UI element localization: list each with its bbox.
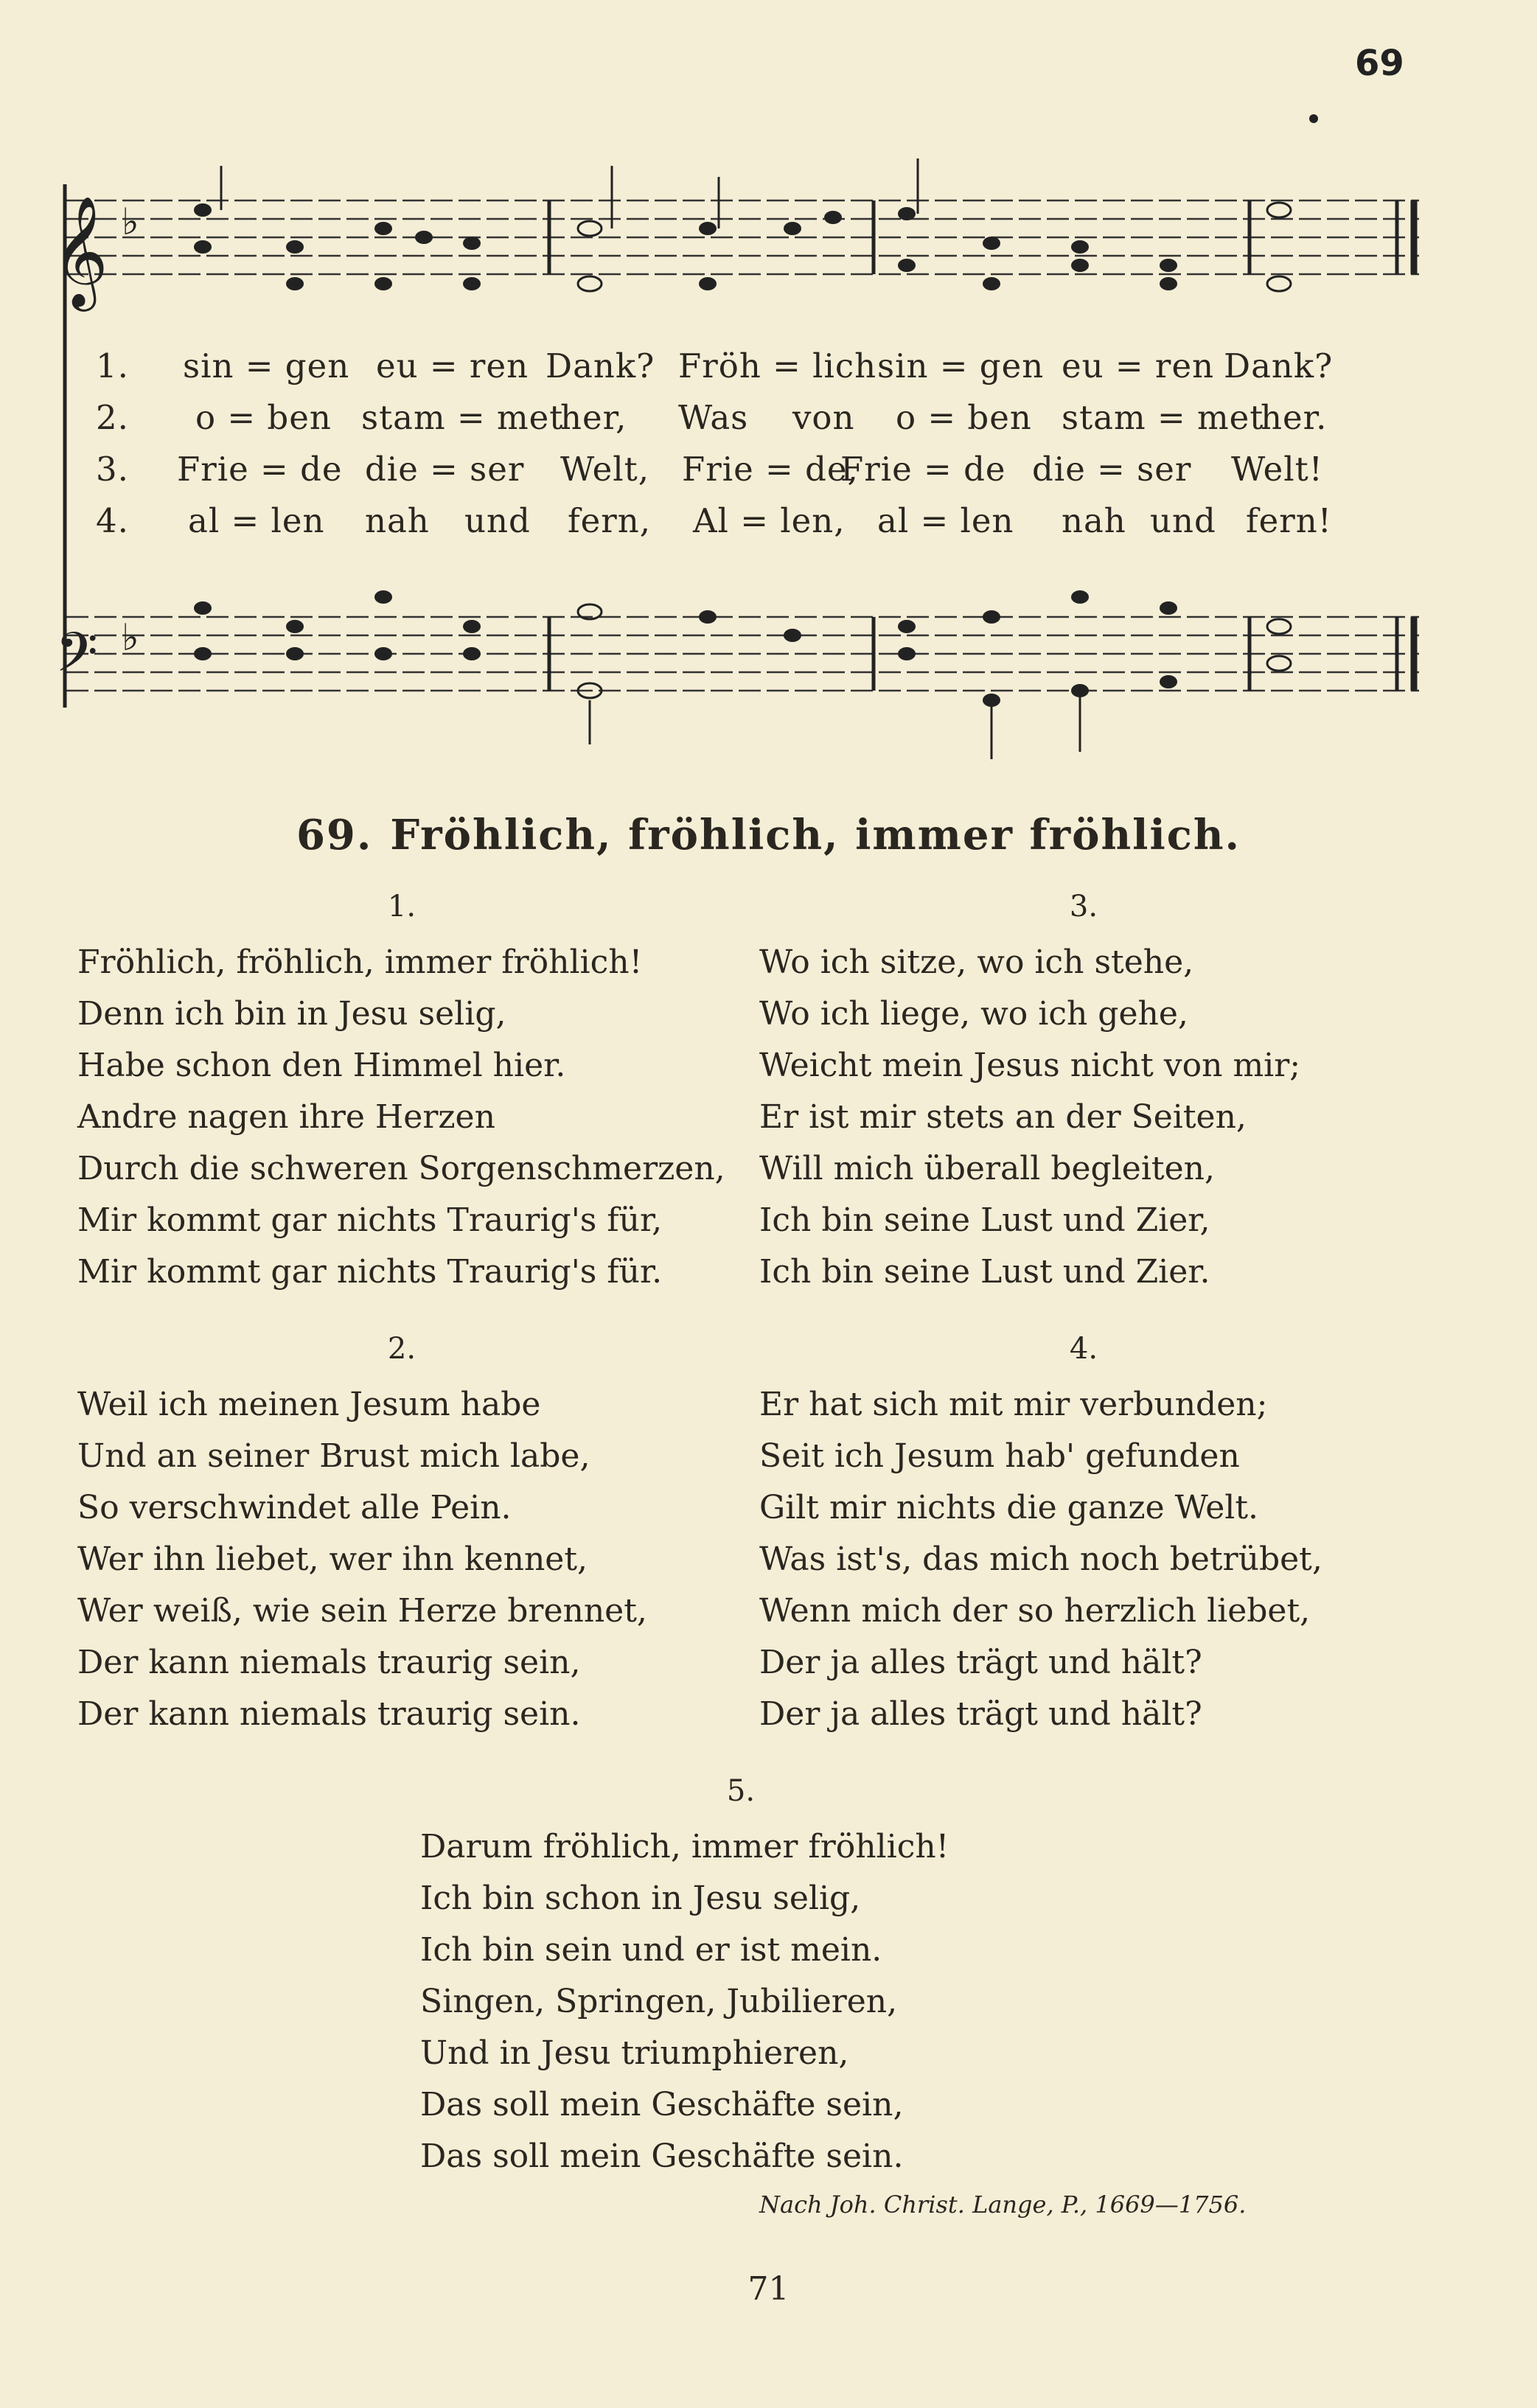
stanza-line: Will mich überall begleiten, bbox=[759, 1150, 1215, 1187]
stanza-line: Das soll mein Geschäfte sein, bbox=[420, 2086, 904, 2123]
stanza-line: Der ja alles trägt und hält? bbox=[759, 1695, 1202, 1733]
stanza-line: Der ja alles trägt und hält? bbox=[759, 1644, 1202, 1681]
stanza-line: Wer ihn liebet, wer ihn kennet, bbox=[77, 1540, 588, 1578]
lyric-word: her. bbox=[1261, 398, 1328, 437]
lyric-word: Frie = de bbox=[840, 450, 1006, 489]
stanza-5 bbox=[420, 1765, 1157, 2182]
stanza-line: Wenn mich der so herzlich liebet, bbox=[759, 1592, 1311, 1630]
lyric-word: die = ser bbox=[1032, 450, 1192, 489]
hymn-number: 69. bbox=[296, 811, 373, 859]
stanza-2 bbox=[77, 1323, 741, 1740]
stanza-line: Mir kommt gar nichts Traurig's für, bbox=[77, 1201, 663, 1239]
stanza-1 bbox=[77, 881, 741, 1298]
stanza-line: Andre nagen ihre Herzen bbox=[77, 1098, 495, 1136]
stanza-number: 2. bbox=[387, 1332, 417, 1366]
lyric-word: Frie = de, bbox=[682, 450, 859, 489]
stanza-line: Singen, Springen, Jubilieren, bbox=[420, 1983, 898, 2020]
lyric-word: al = len bbox=[188, 501, 325, 540]
lyric-word: Dank? bbox=[1224, 346, 1334, 385]
stanza-line: Weicht mein Jesus nicht von mir; bbox=[759, 1047, 1301, 1084]
stanza-number: 3. bbox=[1069, 890, 1098, 924]
stanza-line: Was ist's, das mich noch betrübet, bbox=[759, 1540, 1322, 1578]
lyric-word: die = ser bbox=[365, 450, 525, 489]
lyric-word: Welt, bbox=[560, 450, 649, 489]
hymn-title-text: Fröhlich, fröhlich, immer fröhlich. bbox=[390, 811, 1241, 859]
stanza-line: Seit ich Jesum hab' gefunden bbox=[759, 1437, 1240, 1475]
hymn-title bbox=[0, 811, 1537, 859]
lyric-word: al = len bbox=[877, 501, 1014, 540]
stanza-line: Weil ich meinen Jesum habe bbox=[77, 1386, 541, 1423]
stanza-3 bbox=[759, 881, 1423, 1298]
music-notation bbox=[0, 0, 1537, 781]
lyric-word: stam = met bbox=[361, 398, 564, 437]
svg-text:♭: ♭ bbox=[122, 200, 139, 243]
verse-number: 1. bbox=[96, 346, 129, 385]
lyric-word: und bbox=[464, 501, 531, 540]
stanza-4 bbox=[759, 1323, 1423, 1740]
stanza-line: Der kann niemals traurig sein. bbox=[77, 1695, 581, 1733]
stanza-line: Habe schon den Himmel hier. bbox=[77, 1047, 566, 1084]
lyric-word: fern! bbox=[1246, 501, 1332, 540]
verse-number: 4. bbox=[96, 501, 129, 540]
stanza-line: Denn ich bin in Jesu selig, bbox=[77, 995, 506, 1033]
stanza-line: Ich bin seine Lust und Zier, bbox=[759, 1201, 1210, 1239]
lyric-word: her, bbox=[560, 398, 627, 437]
stanza-line: Ich bin schon in Jesu selig, bbox=[420, 1880, 861, 1917]
stanza-line: Wer weiß, wie sein Herze brennet, bbox=[77, 1592, 647, 1630]
lyric-word: sin = gen bbox=[183, 346, 350, 385]
stanza-line: Er hat sich mit mir verbunden; bbox=[759, 1386, 1268, 1423]
stanza-line: Fröhlich, fröhlich, immer fröhlich! bbox=[77, 943, 643, 981]
stanza-line: So verschwindet alle Pein. bbox=[77, 1489, 512, 1526]
lyric-word: sin = gen bbox=[877, 346, 1045, 385]
lyric-word: fern, bbox=[568, 501, 652, 540]
stanza-line: Darum fröhlich, immer fröhlich! bbox=[420, 1828, 949, 1866]
stanza-line: Er ist mir stets an der Seiten, bbox=[759, 1098, 1247, 1136]
page-number-bottom: 71 bbox=[747, 2270, 790, 2308]
lyric-word: und bbox=[1150, 501, 1216, 540]
lyric-word: Al = len, bbox=[693, 501, 846, 540]
stanza-number: 1. bbox=[387, 890, 417, 924]
lyric-word: o = ben bbox=[896, 398, 1032, 437]
stanza-line: Ich bin sein und er ist mein. bbox=[420, 1931, 882, 1969]
lyric-word: Dank? bbox=[546, 346, 655, 385]
lyric-word: Welt! bbox=[1231, 450, 1323, 489]
stanza-line: Durch die schweren Sorgenschmerzen, bbox=[77, 1150, 725, 1187]
svg-text:♭: ♭ bbox=[122, 616, 139, 659]
page-number-top: 69 bbox=[1355, 43, 1404, 84]
stanza-line: Gilt mir nichts die ganze Welt. bbox=[759, 1489, 1259, 1526]
stanza-number: 4. bbox=[1069, 1332, 1098, 1366]
svg-text:𝄢: 𝄢 bbox=[55, 621, 98, 698]
attribution: Nach Joh. Christ. Lange, P., 1669—1756. bbox=[759, 2191, 1247, 2219]
lyric-word: eu = ren bbox=[376, 346, 529, 385]
lyric-word: stam = met bbox=[1062, 398, 1264, 437]
lyric-word: von bbox=[792, 398, 855, 437]
verse-number: 3. bbox=[96, 450, 129, 489]
stanza-number: 5. bbox=[726, 1774, 756, 1808]
stanza-line: Wo ich liege, wo ich gehe, bbox=[759, 995, 1188, 1033]
verse-number: 2. bbox=[96, 398, 129, 437]
stanza-line: Das soll mein Geschäfte sein. bbox=[420, 2137, 904, 2175]
stanza-line: Mir kommt gar nichts Traurig's für. bbox=[77, 1253, 663, 1291]
lyric-word: o = ben bbox=[195, 398, 332, 437]
lyric-word: eu = ren bbox=[1062, 346, 1215, 385]
svg-text:𝄞: 𝄞 bbox=[52, 195, 108, 307]
lyric-word: nah bbox=[365, 501, 430, 540]
stanza-line: Und an seiner Brust mich labe, bbox=[77, 1437, 590, 1475]
stanza-line: Ich bin seine Lust und Zier. bbox=[759, 1253, 1210, 1291]
lyric-word: Frie = de bbox=[177, 450, 343, 489]
stanza-line: Der kann niemals traurig sein, bbox=[77, 1644, 581, 1681]
lyric-word: nah bbox=[1062, 501, 1126, 540]
stanza-line: Wo ich sitze, wo ich stehe, bbox=[759, 943, 1194, 981]
stanza-line: Und in Jesu triumphieren, bbox=[420, 2034, 849, 2072]
lyric-word: Fröh = lich bbox=[678, 346, 877, 385]
lyric-word: Was bbox=[678, 398, 749, 437]
